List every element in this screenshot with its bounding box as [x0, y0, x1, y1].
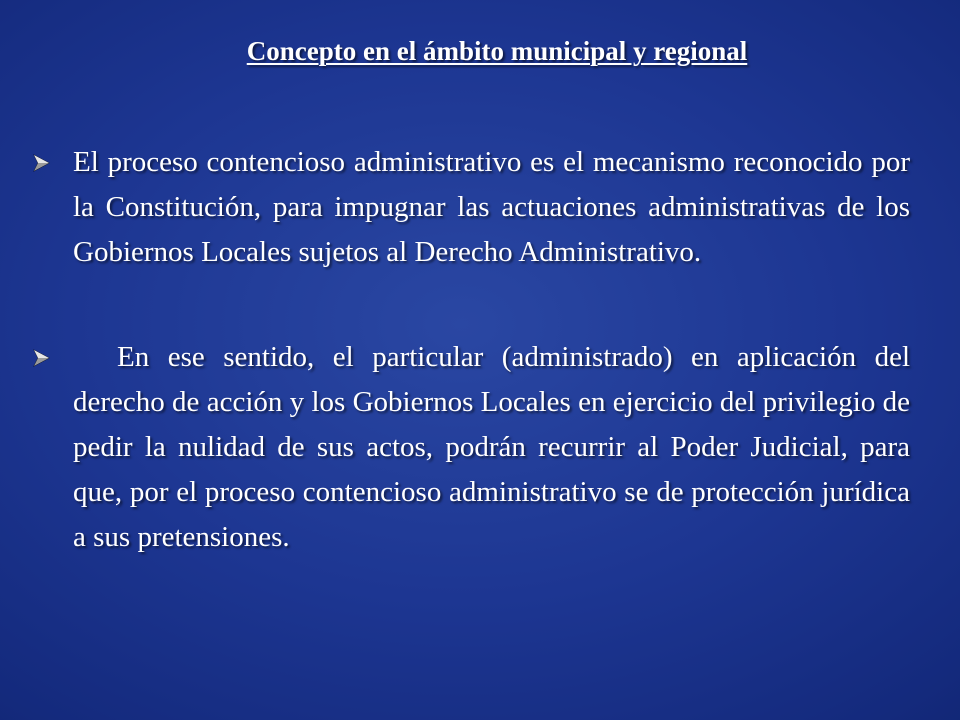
bullet-item-1 — [30, 140, 910, 275]
bullet-text-2: En ese sentido, el particular (administrado) en aplicación del derecho de acción y los Gobiernos Locales en ejercicio del privilegio de pedir la nulidad de sus actos, podrán recurrir al Poder Judicial, para que, por el proceso contencioso administrativo se de protección jurídica a sus pretensiones. — [73, 341, 910, 553]
bullet-list — [30, 140, 910, 560]
slide-title: Concepto en el ámbito municipal y regional — [246, 36, 748, 66]
arrowhead-bullet-icon — [32, 349, 50, 367]
bullet-text-1: El proceso contencioso administrativo es el mecanismo reconocido por la Constitución, para impugnar las actuaciones administrativas de los Gobiernos Locales sujetos al Derecho Administrativo. — [73, 146, 910, 268]
arrowhead-bullet-icon — [32, 154, 50, 172]
bullet-item-2 — [30, 335, 910, 560]
